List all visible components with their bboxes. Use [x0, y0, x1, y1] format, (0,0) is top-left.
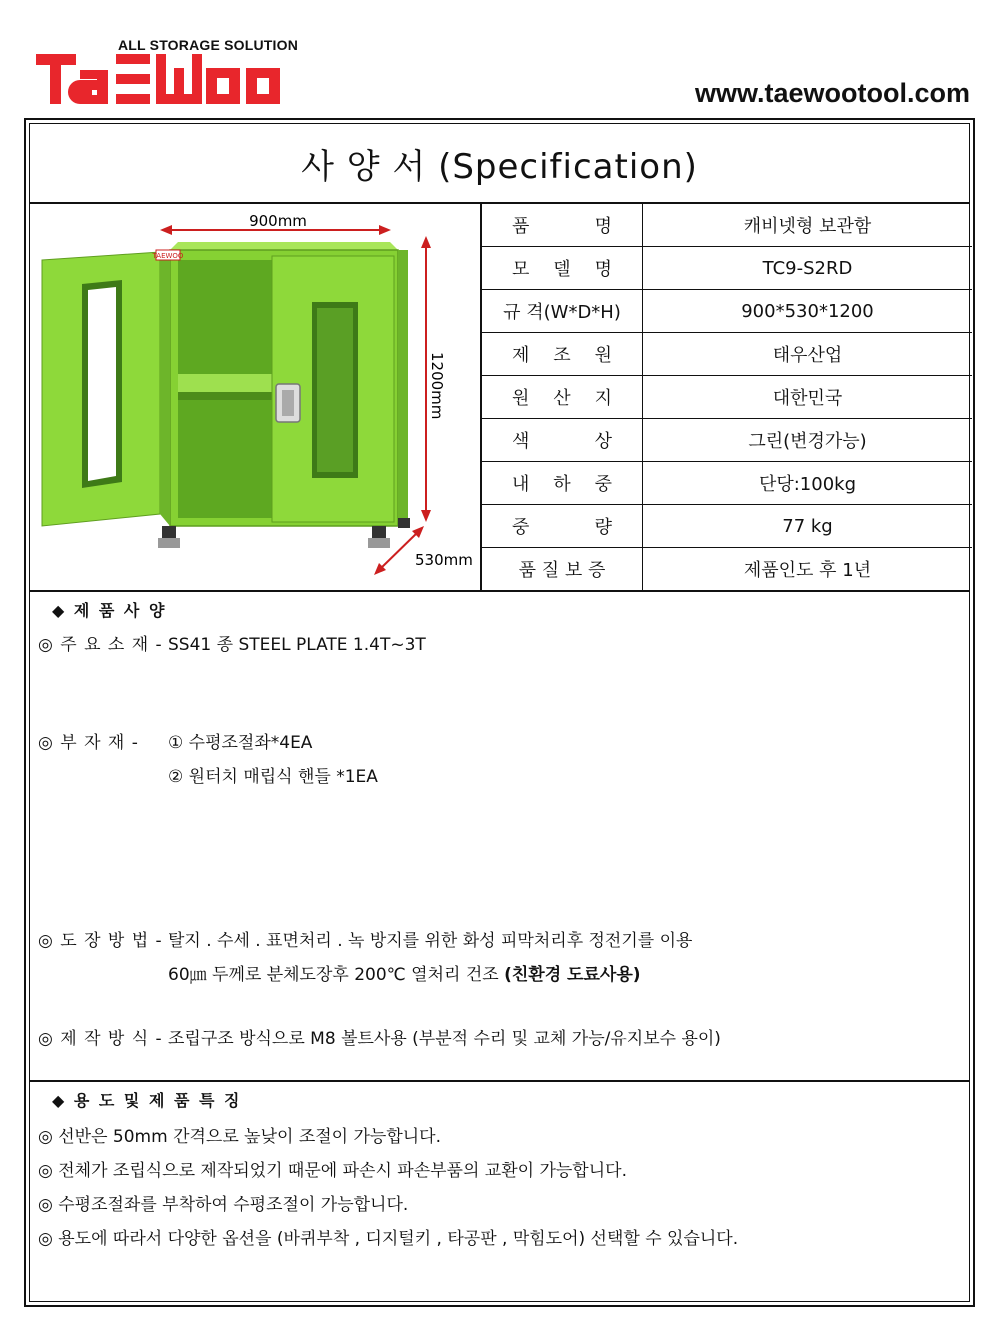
product-spec-section	[30, 592, 969, 1082]
depth-label: 530mm	[415, 551, 473, 569]
value-cell: 77 kg	[643, 505, 973, 548]
height-label: 1200mm	[428, 352, 446, 420]
sub-material-line: ◎ 부 자 재 - ① 수평조절좌*4EA	[38, 733, 313, 753]
table-row: 제 조 원 태우산업	[482, 333, 972, 376]
value-cell: 900*530*1200	[643, 290, 973, 333]
mini-logo: TAEWOO	[152, 252, 184, 260]
features-section	[30, 1082, 969, 1301]
value-cell: TC9-S2RD	[643, 247, 973, 290]
feature-item: ◎ 선반은 50mm 간격으로 높낮이 조절이 가능합니다.	[38, 1127, 442, 1147]
table-row: 중 량 77 kg	[482, 505, 972, 548]
feature-item: ◎ 용도에 따라서 다양한 옵션을 (바퀴부착 , 디지털키 , 타공판 , 막힘도어) 선택할 수 있습니다.	[38, 1229, 739, 1249]
feature-item: ◎ 전체가 조립식으로 제작되었기 때문에 파손시 파손부품의 교환이 가능합니다.	[38, 1161, 627, 1181]
section-heading: ◆ 용 도 및 제 품 특 징	[52, 1091, 242, 1110]
section-heading: ◆ 제 품 사 양	[52, 601, 167, 620]
spec-table	[482, 204, 972, 590]
table-row: 원 산 지 대한민국	[482, 376, 972, 419]
sub-material-line: ② 원터치 매립식 핸들 *1EA	[168, 767, 378, 787]
value-cell: 대한민국	[643, 376, 973, 419]
feature-item: ◎ 수평조절좌를 부착하여 수평조절이 가능합니다.	[38, 1195, 409, 1215]
value-cell: 단당:100kg	[643, 462, 973, 505]
value-cell: 캐비넷형 보관함	[643, 204, 973, 247]
table-row: 규 격(W*D*H) 900*530*1200	[482, 290, 972, 333]
spec-sheet	[24, 118, 975, 1307]
table-row: 품 질 보 증 제품인도 후 1년	[482, 548, 972, 591]
table-row: 색 상 그린(변경가능)	[482, 419, 972, 462]
cabinet-illustration	[30, 204, 480, 590]
method-line: ◎ 제 작 방 식 - 조립구조 방식으로 M8 볼트사용 (부분적 수리 및 교체 가능/유지보수 용이)	[38, 1029, 721, 1049]
brand-tagline: ALL STORAGE SOLUTION	[118, 37, 299, 53]
table-row: 품 명 캐비넷형 보관함	[482, 204, 972, 247]
value-cell: 태우산업	[643, 333, 973, 376]
value-cell: 제품인도 후 1년	[743, 560, 872, 581]
table-row: 모 델 명 TC9-S2RD	[482, 247, 972, 290]
page-title: 사 양 서 (Specification)	[30, 124, 969, 204]
coating-line-2: 60㎛ 두께로 분체도장후 200℃ 열처리 건조 (친환경 도료사용)	[168, 965, 641, 985]
coating-line: ◎ 도 장 방 법 - 탈지 . 수세 . 표면처리 . 녹 방지를 위한 화성 피막처리후 정전기를 이용	[38, 931, 693, 951]
value-cell: 그린(변경가능)	[643, 419, 973, 462]
spec-area	[30, 204, 969, 592]
product-figure	[30, 204, 482, 590]
website-url: www.taewootool.com	[694, 78, 970, 108]
width-label: 900mm	[249, 212, 307, 230]
material-line: ◎ 주 요 소 재 - SS41 종 STEEL PLATE 1.4T~3T	[38, 635, 426, 655]
taewoo-logo	[36, 50, 286, 108]
table-row: 내 하 중 단당:100kg	[482, 462, 972, 505]
